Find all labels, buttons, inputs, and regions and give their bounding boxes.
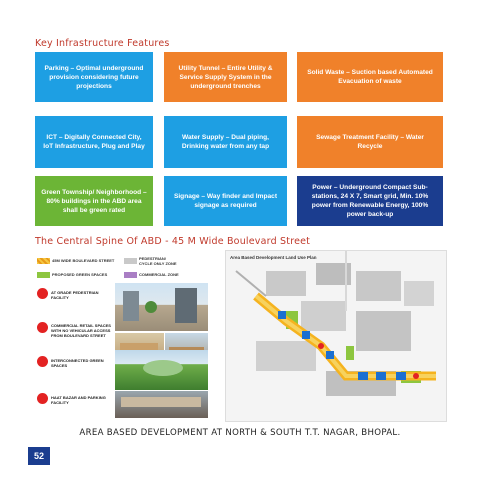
tile-utility-tunnel: Utility Tunnel – Entire Utility & Service Supply System in the underground trenches	[164, 52, 287, 102]
tile-parking: Parking – Optimal underground provision considering future projections	[35, 52, 153, 102]
legend-swatch-commercial	[124, 272, 137, 278]
photo-green-spaces	[115, 350, 208, 390]
land-use-map	[225, 250, 447, 422]
tile-power: Power – Underground Compact Sub-stations, 24 X 7, Smart grid, Min. 10% power from Renewable Energy, 100% power back-up	[297, 176, 443, 226]
legend-commercial: COMMERCIAL ZONE	[139, 272, 179, 277]
legend-swatch-boulevard	[37, 258, 50, 264]
legend-pedestrian: PEDESTRIAN/ CYCLE ONLY ZONE	[139, 256, 177, 266]
tile-solid-waste: Solid Waste – Suction based Automated Evacuation of waste	[297, 52, 443, 102]
photo-pedestrian	[115, 283, 208, 331]
side-label-commercial: COMMERCIAL RETAIL SPACES WITH NO VEHICULAR ACCESS FROM BOULEVARD STREET	[51, 323, 111, 338]
marker-green	[37, 356, 48, 367]
section-heading-spine: The Central Spine Of ABD - 45 M Wide Boulevard Street	[35, 236, 311, 247]
legend-green: PROPOSED GREEN SPACES	[52, 272, 108, 277]
marker-pedestrian	[37, 288, 48, 299]
legend-swatch-green	[37, 272, 50, 278]
document-footer: AREA BASED DEVELOPMENT AT NORTH & SOUTH T.T. NAGAR, BHOPAL.	[79, 428, 401, 438]
map-drawing	[226, 251, 446, 421]
tile-sewage: Sewage Treatment Facility – Water Recycle	[297, 116, 443, 168]
marker-commercial	[37, 322, 48, 333]
map-title: Area Based Development Land Use Plan	[230, 255, 317, 260]
side-label-green: INTERCONNECTED GREEN SPACES	[51, 358, 104, 368]
tile-green-township: Green Township/ Neighborhood – 80% buildings in the ABD area shall be green rated	[35, 176, 153, 226]
legend-boulevard: 45M WIDE BOULEVARD STREET	[52, 258, 115, 263]
tile-water-supply: Water Supply – Dual piping, Drinking water from any tap	[164, 116, 287, 168]
side-label-haat: HAAT BAZAR AND PARKING FACILITY	[51, 395, 106, 405]
tile-ict: ICT – Digitally Connected City, IoT Infrastructure, Plug and Play	[35, 116, 153, 168]
legend-swatch-pedestrian	[124, 258, 137, 264]
section-heading-infrastructure: Key Infrastructure Features	[35, 38, 170, 49]
page-number: 52	[28, 447, 50, 465]
photo-haat-bazar	[115, 391, 208, 418]
tile-signage: Signage – Way finder and Impact signage as required	[164, 176, 287, 226]
marker-haat	[37, 393, 48, 404]
side-label-pedestrian: AT GRADE PEDESTRIAN FACILITY	[51, 290, 99, 300]
